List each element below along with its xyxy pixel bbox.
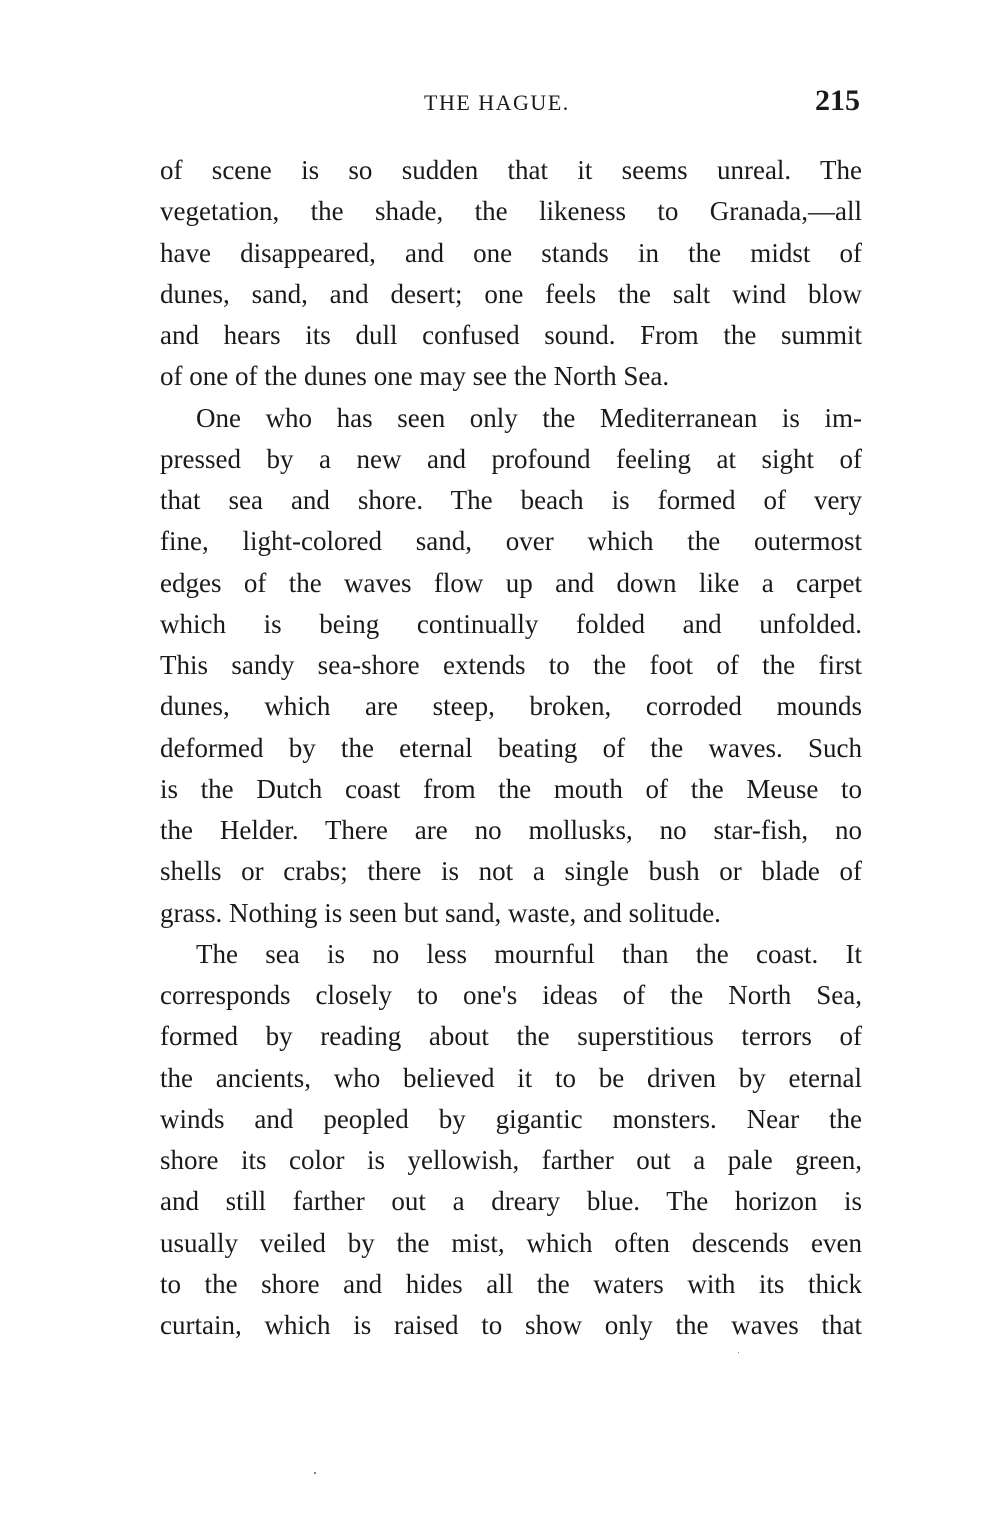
text-line: dunes, which are steep, broken, corroded mounds bbox=[160, 691, 862, 722]
text-line: and hears its dull confused sound. From the summit bbox=[160, 320, 862, 350]
text-line: usually veiled by the mist, which often descends even bbox=[160, 1227, 862, 1258]
text-line: which is being continually folded and unfolded. bbox=[160, 608, 862, 639]
text-line: vegetation, the shade, the likeness to Granada,—all bbox=[160, 196, 862, 227]
text-line: formed by reading about the superstitious terrors of bbox=[160, 1021, 862, 1052]
text-line: that sea and shore. The beach is formed of very bbox=[160, 485, 862, 515]
text-line: of scene is so sudden that it seems unreal. The bbox=[160, 155, 862, 185]
text-line: dunes, sand, and desert; one feels the salt wind blow bbox=[160, 278, 862, 309]
text-line: and still farther out a dreary blue. The horizon is bbox=[160, 1186, 862, 1217]
paper-speck bbox=[314, 1472, 316, 1474]
text-line: winds and peopled by gigantic monsters. Near the bbox=[160, 1103, 862, 1134]
text-line: edges of the waves flow up and down like a carpet bbox=[160, 567, 862, 598]
text-line: shore its color is yellowish, farther out a pale green, bbox=[160, 1145, 862, 1175]
running-head bbox=[160, 84, 860, 124]
text-line: corresponds closely to one's ideas of the North Sea, bbox=[160, 980, 862, 1010]
text-line: the ancients, who believed it to be driven by eternal bbox=[160, 1062, 862, 1093]
text-line: curtain, which is raised to show only the waves that bbox=[160, 1310, 862, 1340]
page-number: 215 bbox=[815, 84, 860, 117]
text-line: The sea is no less mournful than the coast. It bbox=[196, 938, 862, 969]
text-line: to the shore and hides all the waters with its thick bbox=[160, 1268, 862, 1299]
paper-speck bbox=[738, 1352, 739, 1353]
text-line: deformed by the eternal beating of the waves. Such bbox=[160, 732, 862, 763]
text-line: grass. Nothing is seen but sand, waste, and solitude. bbox=[160, 897, 721, 928]
body-text bbox=[160, 150, 862, 1346]
text-line: the Helder. There are no mollusks, no star-fish, no bbox=[160, 815, 862, 845]
text-line: fine, light-colored sand, over which the outermost bbox=[160, 526, 862, 557]
text-line: have disappeared, and one stands in the midst of bbox=[160, 237, 862, 268]
text-line: This sandy sea-shore extends to the foot of the first bbox=[160, 650, 862, 680]
text-line: of one of the dunes one may see the North Sea. bbox=[160, 361, 670, 392]
running-title: THE HAGUE. bbox=[424, 90, 570, 115]
text-line: One who has seen only the Mediterranean is im- bbox=[196, 402, 862, 433]
text-line: pressed by a new and profound feeling at sight of bbox=[160, 443, 862, 474]
text-line: shells or crabs; there is not a single bush or blade of bbox=[160, 856, 862, 887]
text-line: is the Dutch coast from the mouth of the Meuse to bbox=[160, 773, 862, 804]
